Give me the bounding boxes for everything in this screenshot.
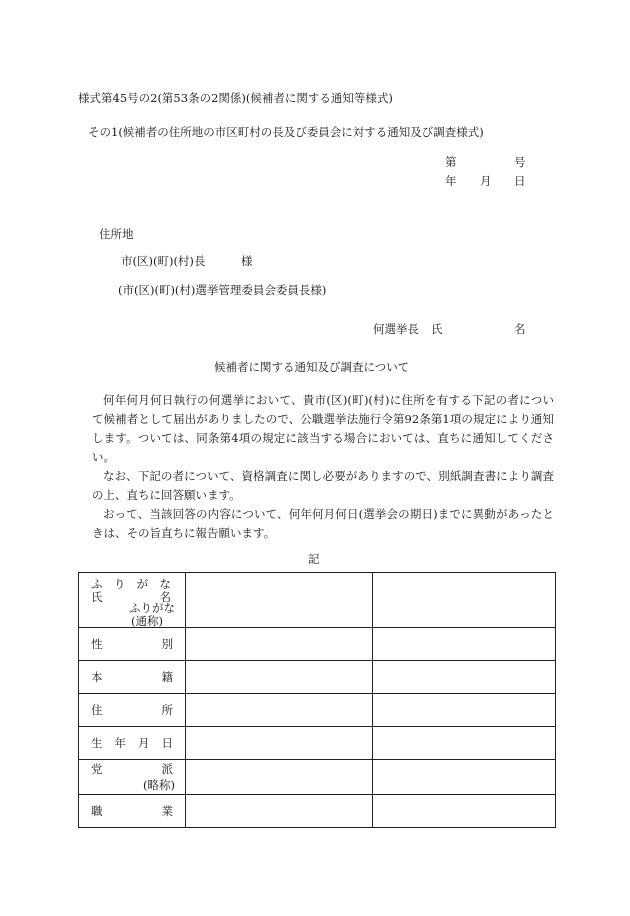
party-value-cell[interactable] — [186, 760, 373, 795]
birthdate-value-cell[interactable] — [186, 727, 373, 760]
birthdate-label-cell: 生 年 月 日 — [79, 727, 186, 760]
address-label: 住所地 — [99, 227, 134, 241]
name-label-cell — [79, 573, 186, 628]
sender-title: 何選挙長 — [373, 322, 419, 336]
ki-heading: 記 — [308, 552, 320, 566]
address-label-cell: 住 所 — [79, 694, 186, 727]
table-row-address — [79, 694, 556, 727]
address-value-cell[interactable] — [186, 694, 373, 727]
table-row-honseki — [79, 661, 556, 694]
document-title: 候補者に関する通知及び調査について — [214, 360, 410, 374]
table-row-name — [79, 573, 556, 628]
party-abbr: (略称) — [143, 778, 175, 792]
addressee-committee: (市(区)(町)(村)選挙管理委員会委員長様) — [118, 283, 327, 297]
honseki-value-cell[interactable] — [186, 661, 373, 694]
party-label-cell: 党 派 (略称) — [79, 760, 186, 795]
addressee-mayor: 市(区)(町)(村)長 — [121, 254, 206, 268]
table-row-birthdate — [79, 727, 556, 760]
date-year: 年 — [445, 174, 457, 188]
furigana-heading: ふ り が な — [91, 577, 171, 591]
form-number: 様式第45号の2(第53条の2関係)(候補者に関する通知等様式) — [78, 91, 393, 105]
occupation-label-cell: 職 業 — [79, 795, 186, 828]
name-heading: 氏 名 — [91, 590, 171, 604]
sex-value-cell[interactable] — [186, 628, 373, 661]
table-row-sex — [79, 628, 556, 661]
furigana-small: ふりがな — [129, 601, 175, 615]
name-value-cell[interactable] — [186, 573, 373, 628]
table-row-occupation — [79, 795, 556, 828]
sender-mei: 名 — [514, 322, 526, 336]
sex-value-cell-2[interactable] — [373, 628, 556, 661]
birthdate-value-cell-2[interactable] — [373, 727, 556, 760]
body-paragraph-3: おって、当該回答の内容について、何年何月何日(選挙会の期日)までに異動があったときは、その旨直ちに報告願います。 — [92, 507, 554, 540]
candidate-table — [78, 572, 556, 828]
sender-shi: 氏 — [431, 322, 443, 336]
body-paragraph-1: 何年何月何日執行の何選挙において、貴市(区)(町)(村)に住所を有する下記の者について候補者として届出がありましたので、公職選挙法施行令第92条第1項の規定により通知します。ついては、同条第4項の規定に該当する場合においては、直ちに通知してください。 — [92, 393, 554, 464]
name-value-cell-2[interactable] — [373, 573, 556, 628]
date-day: 日 — [514, 174, 526, 188]
address-value-cell-2[interactable] — [373, 694, 556, 727]
body-paragraph-2: なお、下記の者について、資格調査に関し必要がありますので、別紙調査書により調査の上、直ちに回答願います。 — [92, 469, 554, 502]
form-subtitle: その1(候補者の住所地の市区町村の長及び委員会に対する通知及び調査様式) — [88, 125, 484, 139]
table-row-party — [79, 760, 556, 795]
occupation-value-cell[interactable] — [186, 795, 373, 828]
honseki-label-cell: 本 籍 — [79, 661, 186, 694]
sex-label-cell: 性 別 — [79, 628, 186, 661]
alias-label: (通称) — [131, 614, 163, 628]
addressee-honorific: 様 — [241, 254, 253, 268]
party-value-cell-2[interactable] — [373, 760, 556, 795]
occupation-value-cell-2[interactable] — [373, 795, 556, 828]
honseki-value-cell-2[interactable] — [373, 661, 556, 694]
ref-go: 号 — [514, 155, 526, 169]
ref-dai: 第 — [445, 155, 457, 169]
date-month: 月 — [480, 174, 492, 188]
